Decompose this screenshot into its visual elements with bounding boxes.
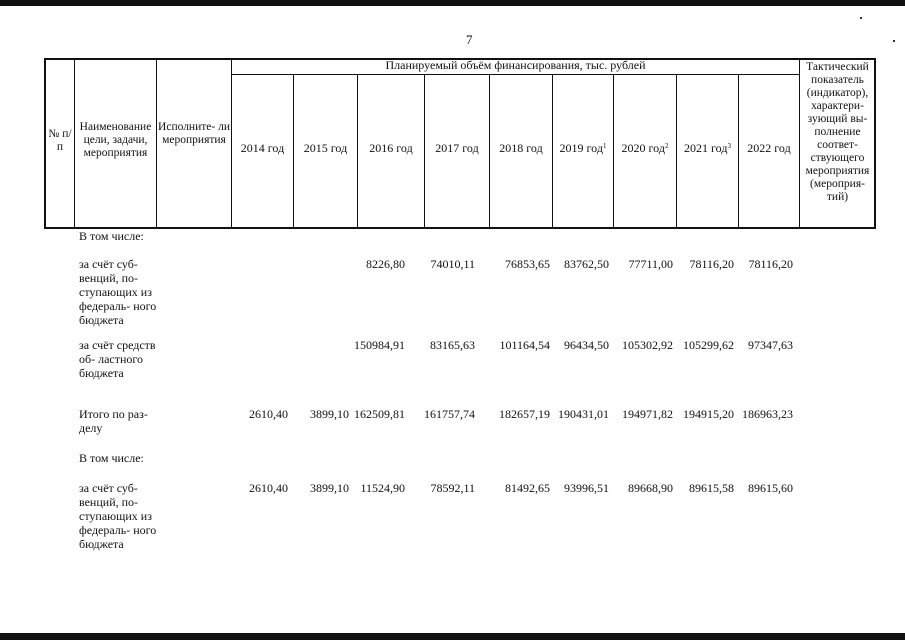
row-label: В том числе: — [79, 229, 144, 243]
header-year-2019: 2019 год$^1$ — [559, 141, 607, 155]
value-cell: 190431,01 — [558, 407, 609, 421]
value-cell: 8226,80 — [366, 257, 405, 271]
value-cell: 162509,81 — [354, 407, 405, 421]
header-year-2017: 2017 год — [435, 141, 479, 155]
value-cell: 97347,63 — [748, 338, 793, 352]
header-year-2020: 2020 год$^2$ — [621, 141, 669, 155]
row-label: за счёт средств об- ластного бюджета — [79, 338, 156, 380]
scan-speck — [860, 17, 862, 19]
value-cell: 76853,65 — [505, 257, 550, 271]
footnote-mark: 1 — [602, 142, 607, 150]
value-cell: 89615,58 — [689, 481, 734, 495]
header-funding: Планируемый объём финансирования, тыс. рублей — [385, 58, 646, 72]
value-cell: 150984,91 — [354, 338, 405, 352]
header-year-2022: 2022 год — [747, 141, 791, 155]
header-year-2018: 2018 год — [499, 141, 543, 155]
value-cell: 11524,90 — [360, 481, 405, 495]
page-number: 7 — [466, 32, 473, 47]
value-cell: 101164,54 — [499, 338, 550, 352]
row-label: за счёт суб- венций, по- ступающих из федераль- ного бюджета — [79, 257, 157, 327]
value-cell: 96434,50 — [564, 338, 609, 352]
scan-top-border — [0, 0, 905, 6]
value-cell: 78116,20 — [689, 257, 734, 271]
header-executors: Исполните- ли мероприятия — [158, 121, 230, 146]
header-table — [44, 58, 876, 228]
value-cell: 93996,51 — [564, 481, 609, 495]
scan-bottom-border — [0, 633, 905, 640]
value-cell: 194971,82 — [622, 407, 673, 421]
header-number: № п/п — [48, 128, 72, 153]
value-cell: 105299,62 — [683, 338, 734, 352]
value-cell: 74010,11 — [430, 257, 475, 271]
value-cell: 186963,23 — [742, 407, 793, 421]
value-cell: 78116,20 — [748, 257, 793, 271]
value-cell: 3899,10 — [310, 407, 349, 421]
row-label: В том числе: — [79, 451, 144, 465]
value-cell: 81492,65 — [505, 481, 550, 495]
value-cell: 182657,19 — [499, 407, 550, 421]
value-cell: 194915,20 — [683, 407, 734, 421]
header-year-2021: 2021 год$^3$ — [684, 141, 731, 155]
value-cell: 2610,40 — [249, 481, 288, 495]
footnote-mark: 3 — [727, 142, 731, 150]
footnote-mark: 2 — [664, 142, 669, 150]
value-cell: 161757,74 — [424, 407, 475, 421]
value-cell: 77711,00 — [628, 257, 673, 271]
row-label: за счёт суб- венций, по- ступающих из федераль- ного бюджета — [79, 481, 157, 551]
value-cell: 2610,40 — [249, 407, 288, 421]
value-cell: 89668,90 — [628, 481, 673, 495]
header-year-2016: 2016 год — [369, 141, 413, 155]
header-name: Наименование цели, задачи, мероприятия — [79, 121, 152, 159]
value-cell: 78592,11 — [430, 481, 475, 495]
header-year-2015: 2015 год — [303, 141, 348, 155]
value-cell: 89615,60 — [748, 481, 793, 495]
value-cell: 83165,63 — [430, 338, 475, 352]
header-indicator: Тактический показатель (индикатор), характери- зующий вы- полнение соответ- ствующего мероприятия (мероприя- тий) — [805, 61, 870, 203]
scan-speck — [893, 40, 895, 42]
value-cell: 105302,92 — [622, 338, 673, 352]
row-label: Итого по раз- делу — [79, 407, 148, 435]
header-year-2014: 2014 год — [240, 141, 285, 155]
value-cell: 83762,50 — [564, 257, 609, 271]
value-cell: 3899,10 — [310, 481, 349, 495]
